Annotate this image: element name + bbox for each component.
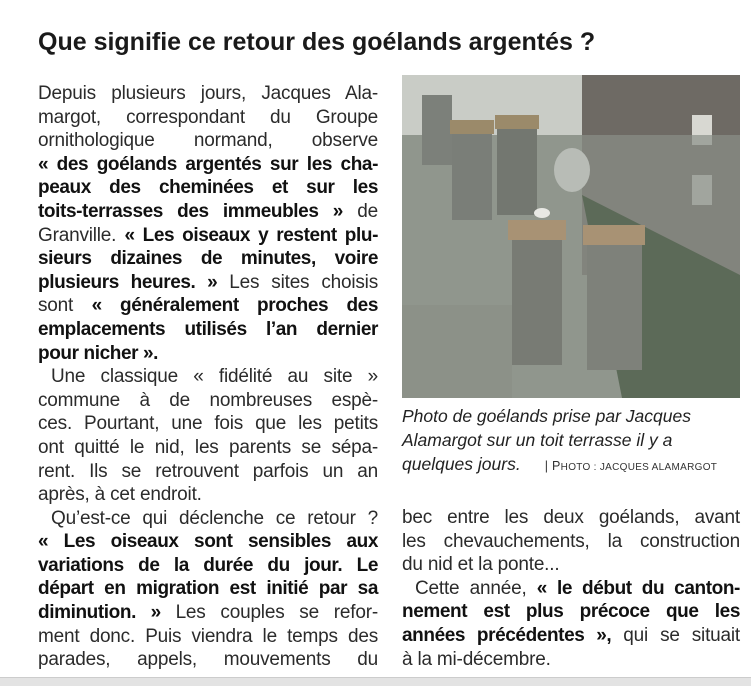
text-line	[38, 247, 378, 271]
text-segment: Les sites choisis	[217, 271, 378, 293]
text-line	[38, 507, 378, 531]
bold-quote-segment: plusieurs heures. »	[38, 271, 218, 293]
article-title: Que signifie ce retour des goélands argentés ?	[38, 28, 596, 56]
text-line	[402, 624, 740, 648]
bold-quote-segment: « le début du canton-	[536, 577, 740, 599]
bold-quote-segment: emplacements utilisés l’an dernier	[38, 318, 378, 340]
bold-quote-segment: sieurs dizaines de minutes, voire	[38, 248, 378, 270]
text-segment: ornithologique normand, observe	[38, 130, 378, 152]
text-segment: ces. Pourtant, une fois que les petits	[38, 413, 378, 435]
bold-quote-segment: nement est plus précoce que les	[402, 601, 740, 623]
text-segment: sont	[38, 295, 92, 317]
text-line	[402, 553, 740, 577]
caption-line	[402, 452, 740, 480]
text-line	[402, 600, 740, 624]
text-line	[402, 648, 740, 672]
caption-line: Photo de goélands prise par Jacques	[402, 406, 691, 426]
credit-part: LAMARGOT	[658, 462, 718, 473]
text-segment: les chevauchements, la construction	[402, 530, 740, 552]
credit-part: ACQUES A	[605, 462, 659, 473]
bold-quote-segment: pour nicher ».	[38, 342, 159, 364]
credit-part: HOTO : J	[560, 462, 606, 473]
text-segment: Depuis plusieurs jours, Jacques Ala-	[38, 83, 378, 104]
text-line	[38, 129, 378, 153]
bold-quote-segment: peaux des cheminées et sur les	[38, 177, 378, 199]
text-segment: qui se situait	[611, 624, 740, 646]
text-line	[38, 106, 378, 130]
rooftop-gulls-photo	[402, 75, 740, 398]
text-line	[38, 436, 378, 460]
bold-quote-segment: « Les oiseaux sont sensibles aux	[38, 531, 378, 553]
text-segment: commune à de nombreuses espè-	[38, 389, 378, 411]
text-line	[38, 648, 378, 672]
caption-line-text: quelques jours.	[402, 454, 521, 474]
text-line	[38, 577, 378, 601]
bold-quote-segment: « généralement proches des	[91, 295, 378, 317]
text-line	[402, 530, 740, 554]
text-line	[38, 554, 378, 578]
text-line	[38, 224, 378, 248]
text-segment: bec entre les deux goélands, avant	[402, 507, 740, 528]
text-line	[38, 460, 378, 484]
text-segment: Granville.	[38, 224, 125, 246]
bold-quote-segment: toits-terrasses des immeubles »	[38, 200, 343, 222]
text-line	[38, 318, 378, 342]
bold-quote-segment: départ en migration est initié par sa	[38, 578, 378, 600]
bold-quote-segment: variations de la durée du jour. Le	[38, 554, 378, 576]
text-segment: rent. Ils se retrouvent parfois un an	[38, 460, 378, 482]
text-segment: Qu’est-ce qui déclenche ce retour ?	[51, 507, 378, 529]
text-segment: ment donc. Puis viendra le temps des	[38, 625, 378, 647]
text-segment: après, à cet endroit.	[38, 484, 202, 506]
photo-caption	[402, 404, 740, 480]
bold-quote-segment: années précédentes »,	[402, 624, 612, 646]
text-segment: à la mi-décembre.	[402, 648, 551, 670]
text-line	[38, 200, 378, 224]
text-line	[38, 271, 378, 295]
text-line	[38, 389, 378, 413]
text-line	[38, 365, 378, 389]
text-line	[402, 577, 740, 601]
text-segment: Une classique « fidélité au site »	[51, 366, 378, 388]
text-segment: de	[342, 200, 378, 222]
caption-line: Alamargot sur un toit terrasse il y a	[402, 430, 673, 450]
article-column-2	[402, 506, 740, 671]
article-column-1	[38, 82, 378, 672]
text-segment: Cette année,	[415, 577, 537, 599]
bold-quote-segment: « des goélands argentés sur les cha-	[38, 153, 378, 175]
text-line	[38, 483, 378, 507]
text-line	[38, 294, 378, 318]
text-segment: margot, correspondant du Groupe	[38, 106, 378, 128]
text-line	[38, 342, 378, 366]
text-segment: du nid et la ponte...	[402, 554, 560, 576]
text-line	[38, 530, 378, 554]
photo-credit	[544, 459, 718, 473]
text-line	[38, 82, 378, 106]
text-line	[38, 176, 378, 200]
text-segment: Les couples se refor-	[160, 602, 378, 624]
bold-quote-segment: « Les oiseaux y restent plu-	[124, 224, 379, 246]
text-line	[38, 412, 378, 436]
text-line	[38, 153, 378, 177]
text-segment: parades, appels, mouvements du	[38, 649, 378, 671]
text-line	[38, 625, 378, 649]
bold-quote-segment: diminution. »	[38, 602, 161, 624]
text-line	[402, 506, 740, 530]
text-line	[38, 601, 378, 625]
credit-part: | P	[544, 459, 561, 473]
text-segment: ont quitté le nid, les parents se sépa-	[38, 436, 378, 458]
